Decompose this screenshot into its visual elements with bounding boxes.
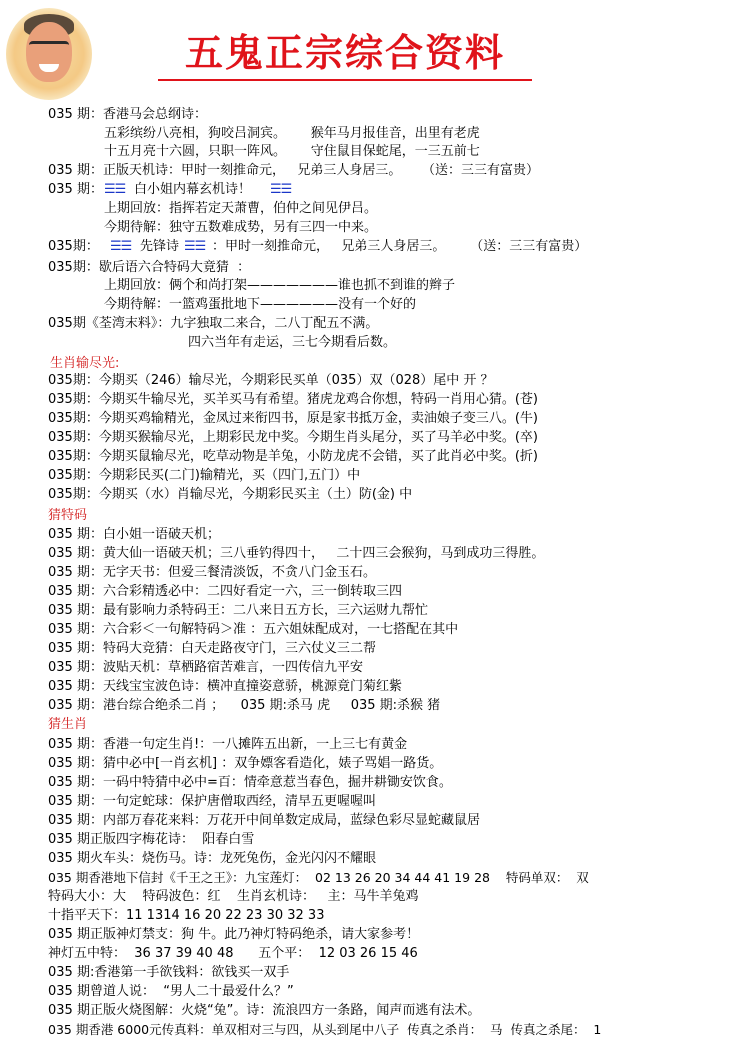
triple-bar-icon: ☰☰: [184, 239, 206, 254]
text-line: 十指平天下：11 1314 16 20 22 23 30 32 33: [48, 908, 325, 923]
text-line: 035 期正版火烧图解：火烧“兔”。诗：流浪四方一条路，闻声而逃有法术。: [48, 1003, 481, 1018]
text-line: 今期待解：一篮鸡蛋批地下——————没有一个好的: [104, 297, 417, 312]
text-line: 035期：今期买猴输尽光，上期彩民龙中奖。今期生肖头尾分，买了马羊必中奖。(卒): [48, 430, 538, 445]
text-line: 上期回放：俩个和尚打架———————谁也抓不到谁的辫子: [104, 278, 456, 293]
text-line: 035 期：六合彩＜一句解特码＞准 ：五六姐妹配成对，一七搭配在其中: [48, 622, 459, 637]
text-line: 035 期：: [48, 182, 103, 197]
text-line: 035 期：无字天书：但爱三餐清淡饭，不贪八门金玉石。: [48, 565, 376, 580]
text-line: 035 期：一句定蛇球：保护唐僧取西经，清早五更喔喔叫: [48, 794, 376, 809]
text-line: 035 期：黄大仙一语破天机；三八垂钓得四十， 二十四三会猴狗，马到成功三得胜。: [48, 546, 545, 561]
text-line: 035 期：白小姐一语破天机；: [48, 527, 220, 542]
text-line: 白小姐内幕玄机诗！: [134, 182, 252, 197]
text-line: 035期：今期买牛输尽光，买羊买马有希望。猪虎龙鸡合你想，特码一肖用心猜。(苍): [48, 392, 538, 407]
text-line: 上期回放：指挥若定天萧曹，伯仲之间见伊吕。: [104, 201, 378, 216]
avatar: [6, 8, 92, 100]
text-line: 035期：今期彩民买(二门)输精光，买（四门,五门）中: [48, 468, 361, 483]
text-line: 今期待解：独守五数难成势，另有三四一中来。: [104, 220, 378, 235]
text-line: 035 期：特码大竞猜：白天走路夜守门，三六仗义三二帮: [48, 641, 376, 656]
text-line: 035 期:香港第一手欲钱料：欲钱买一双手: [48, 965, 290, 980]
text-line: 035 期火车头：烧伤马。诗：龙死兔伤，金光闪闪不耀眼: [48, 851, 376, 866]
text-line: 035 期：正版天机诗：甲时一刻推命元， 兄弟三人身居三。 （送：三三有富贵）: [48, 163, 540, 178]
text-line: 035 期：港台综合绝杀二肖 ； 035 期:杀马 虎 035 期:杀猴 猪: [48, 698, 441, 713]
section-heading: 生肖输尽光:: [50, 356, 120, 371]
text-line: 035 期香港地下信封《千王之王》：九宝莲灯： 02 13 26 20 34 44 41 19 28 特码单双： 双: [48, 870, 589, 885]
text-line: 035 期：香港马会总纲诗：: [48, 107, 207, 122]
text-line: 035期：今期买鸡输精光，金凤过来衔四书，原是家书抵万金，卖油娘子变三八。(牛): [48, 411, 538, 426]
text-line: 035 期：猜中必中[一肖玄机] ：双争嫖客看造化，婊子骂娼一路货。: [48, 756, 443, 771]
text-line: 先锋诗: [140, 239, 180, 254]
triple-bar-icon: ☰☰: [270, 182, 292, 197]
text-line: 特码大小：大 特码波色：红 生肖玄机诗： 主：马牛羊兔鸡: [48, 889, 419, 904]
triple-bar-icon: ☰☰: [110, 239, 132, 254]
text-line: 035 期正版四字梅花诗： 阳春白雪: [48, 832, 255, 847]
text-line: 035期：: [48, 239, 99, 254]
page-title: 五鬼正宗综合资料: [184, 30, 505, 75]
text-line: 035期《荃湾末料》：九字独取二来合，二八丁配五不满。: [48, 316, 379, 331]
text-line: 035期：今期买（水）肖输尽光，今期彩民买主（土）防(金) 中: [48, 487, 413, 502]
text-line: 035期：今期买（246）输尽光，今期彩民买单（035）双（028）尾中 开 ？: [48, 373, 494, 388]
title-underline: [158, 79, 532, 81]
triple-bar-icon: ☰☰: [104, 182, 126, 197]
text-line: 五彩缤纷八亮相，狗咬吕洞宾。 猴年马月报佳音，出里有老虎: [104, 126, 480, 141]
section-heading: 猜特码: [48, 508, 88, 523]
text-line: 035 期：波贴天机：草栖路宿苦难言，一四传信九平安: [48, 660, 363, 675]
text-line: 十五月亮十六圆，只职一阵风。 守住鼠目保蛇尾，一三五前七: [104, 144, 480, 159]
text-line: 035 期曾道人说： “男人二十最爱什么？”: [48, 984, 294, 999]
text-line: 035 期：香港一句定生肖!：一八摊阵五出新，一上三七有黄金: [48, 737, 408, 752]
text-line: 035 期：一码中特猜中必中=百：情牵意惹当春色，掘井耕锄安饮食。: [48, 775, 452, 790]
text-line: 035 期香港 6000元传真料：单双相对三与四，从头到尾中八子 传真之杀肖： 马 传真之杀尾： 1: [48, 1022, 602, 1037]
text-line: 神灯五中特： 36 37 39 40 48 五个平： 12 03 26 15 46: [48, 946, 418, 961]
text-line: 035 期正版神灯禁支：狗 牛。此乃神灯特码绝杀，请大家参考！: [48, 927, 420, 942]
text-line: 035期：歇后语六合特码大竟猜 ：: [48, 260, 251, 275]
text-line: 四六当年有走运，三七今期看后数。: [188, 335, 397, 350]
text-line: 035 期：六合彩精透必中：二四好看定一六，三一倒转取三四: [48, 584, 402, 599]
text-line: ：甲时一刻推命元， 兄弟三人身居三。 （送：三三有富贵）: [212, 239, 588, 254]
text-line: 035 期：天线宝宝波色诗：横冲直撞姿意骄，桃源竟门菊红紫: [48, 679, 402, 694]
text-line: 035 期：内部万春花来料：万花开中间单数定成局，蓝绿色彩尽显蛇藏鼠居: [48, 813, 480, 828]
text-line: 035期：今期买鼠输尽光，吃草动物是羊兔，小防龙虎不会错，买了此肖必中奖。(折): [48, 449, 538, 464]
section-heading: 猜生肖: [48, 717, 88, 732]
text-line: 035 期：最有影响力杀特码王：二八来日五方长，三六运财九帮忙: [48, 603, 428, 618]
